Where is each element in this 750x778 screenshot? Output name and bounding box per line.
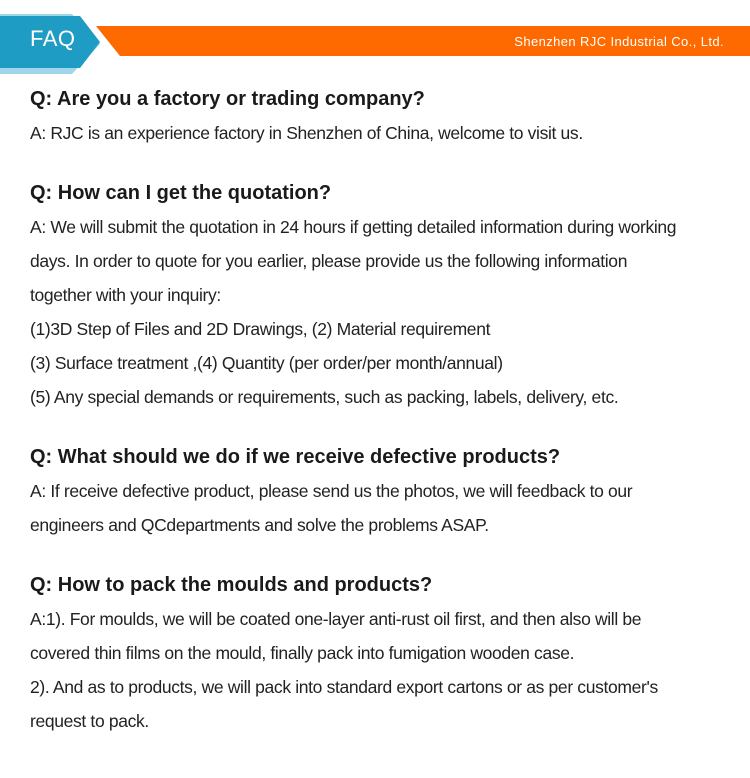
company-name: Shenzhen RJC Industrial Co., Ltd. — [514, 34, 724, 49]
faq-question: Q: What should we do if we receive defective products? — [30, 446, 561, 468]
faq-item — [30, 568, 730, 738]
faq-answer-line: request to pack. — [30, 711, 149, 731]
faq-answer-line: 2). And as to products, we will pack into standard export cartons or as per customer's — [30, 677, 658, 697]
faq-question: Q: How to pack the moulds and products? — [30, 574, 433, 596]
faq-answer-line: (3) Surface treatment ,(4) Quantity (per order/per month/annual) — [30, 353, 503, 373]
faq-list — [30, 82, 730, 764]
faq-item — [30, 440, 730, 542]
faq-item — [30, 82, 730, 150]
faq-answer-line: A:1). For moulds, we will be coated one-layer anti-rust oil first, and then also will be — [30, 609, 642, 629]
faq-answer-line: engineers and QCdepartments and solve the problems ASAP. — [30, 515, 489, 535]
faq-tab-label: FAQ — [30, 26, 76, 51]
faq-answer-line: A: RJC is an experience factory in Shenzhen of China, welcome to visit us. — [30, 123, 583, 143]
faq-answer-line: days. In order to quote for you earlier, please provide us the following information — [30, 251, 628, 271]
faq-answer-line: (5) Any special demands or requirements, such as packing, labels, delivery, etc. — [30, 387, 619, 407]
faq-answer-line: together with your inquiry: — [30, 285, 221, 305]
faq-question: Q: How can I get the quotation? — [30, 182, 332, 204]
faq-question: Q: Are you a factory or trading company? — [30, 88, 425, 110]
faq-answer-line: A: We will submit the quotation in 24 hours if getting detailed information during working — [30, 217, 677, 237]
faq-answer-line: (1)3D Step of Files and 2D Drawings, (2) Material requirement — [30, 319, 491, 339]
faq-banner — [0, 0, 750, 80]
faq-answer-line: covered thin films on the mould, finally pack into fumigation wooden case. — [30, 643, 575, 663]
faq-answer-line: A: If receive defective product, please send us the photos, we will feedback to our — [30, 481, 633, 501]
faq-item — [30, 176, 730, 414]
